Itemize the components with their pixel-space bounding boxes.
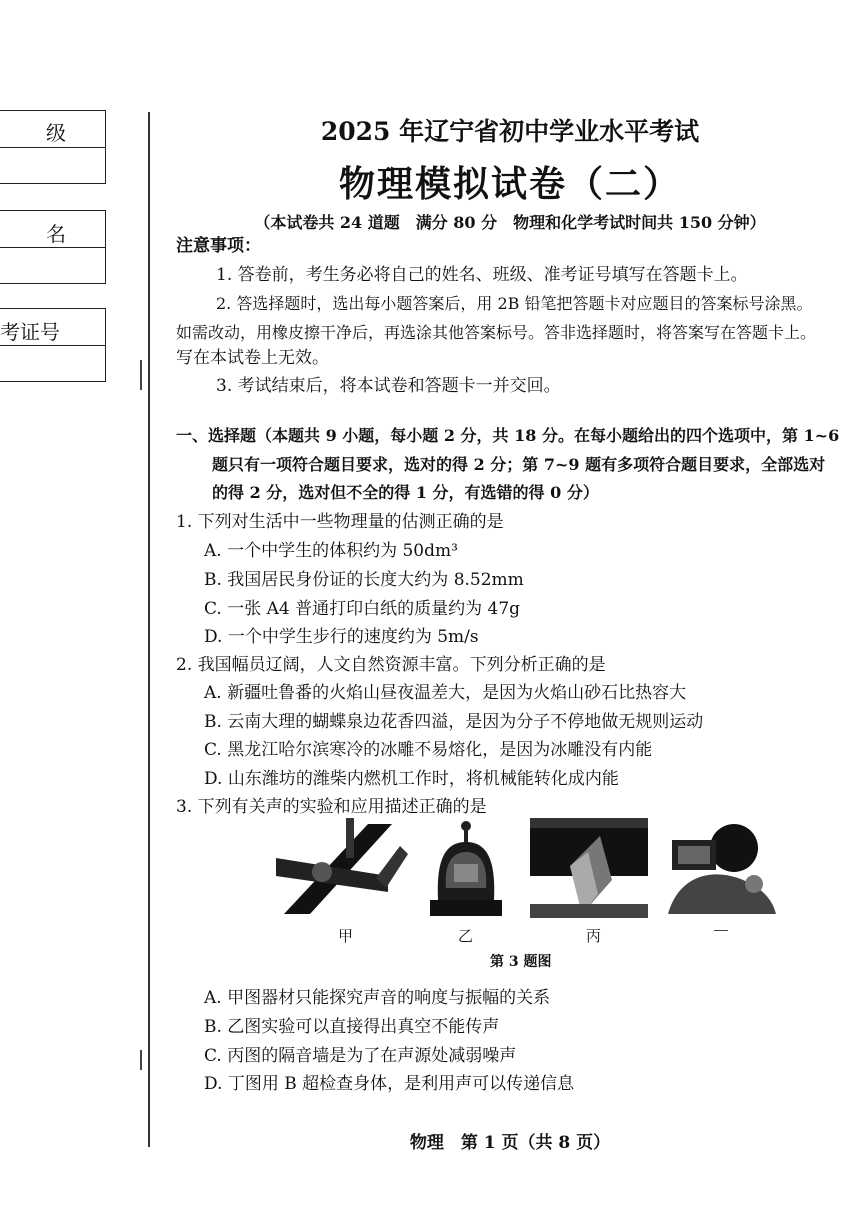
- q2-option-c: C. 黑龙江哈尔滨寒冷的冰雕不易熔化，是因为冰雕没有内能: [204, 740, 653, 760]
- q3-figure-jia: [276, 818, 412, 918]
- q1-option-b: B. 我国居民身份证的长度大约为 8.52mm: [204, 570, 524, 590]
- q2-stem: 2. 我国幅员辽阔，人文自然资源丰富。下列分析正确的是: [176, 655, 606, 675]
- q3-figure-label-bing: 丙: [586, 927, 602, 945]
- q3-figure-label-ding-mark: [714, 930, 728, 931]
- section-heading-line-3: 的得 2 分，选对但不全的得 1 分，有选错的得 0 分）: [212, 483, 599, 502]
- section-heading-line-2: 题只有一项符合题目要求，选对的得 2 分；第 7~9 题有多项符合题目要求，全部选对: [212, 455, 826, 474]
- notice-item-2-line-3: 写在本试卷上无效。: [176, 348, 329, 368]
- q3-stem: 3. 下列有关声的实验和应用描述正确的是: [176, 797, 487, 817]
- binding-tick: [140, 1050, 142, 1070]
- q3-option-c: C. 丙图的隔音墙是为了在声源处减弱噪声: [204, 1046, 517, 1066]
- notice-item-2-line-1: 2. 答选择题时，选出每小题答案后，用 2B 铅笔把答题卡对应题目的答案标号涂黑。: [216, 294, 813, 313]
- q1-stem: 1. 下列对生活中一些物理量的估测正确的是: [176, 512, 504, 532]
- q2-option-b: B. 云南大理的蝴蝶泉边花香四溢，是因为分子不停地做无规则运动: [204, 712, 704, 732]
- binding-line: [148, 112, 150, 1147]
- exam-subtitle: 物理模拟试卷（二）: [338, 163, 681, 205]
- notice-item-3: 3. 考试结束后，将本试卷和答题卡一并交回。: [216, 376, 561, 396]
- q1-option-a: A. 一个中学生的体积约为 50dm³: [204, 541, 458, 561]
- q3-option-b: B. 乙图实验可以直接得出真空不能传声: [204, 1017, 500, 1037]
- q3-option-a: A. 甲图器材只能探究声音的响度与振幅的关系: [204, 988, 551, 1008]
- q3-option-d: D. 丁图用 B 超检查身体，是利用声可以传递信息: [204, 1074, 575, 1094]
- q1-option-c: C. 一张 A4 普通打印白纸的质量约为 47g: [204, 599, 521, 619]
- exam-id-field-label: 考证号: [0, 320, 60, 344]
- notice-item-1: 1. 答卷前，考生务必将自己的姓名、班级、准考证号填写在答题卡上。: [216, 265, 748, 285]
- exam-note: （本试卷共 24 道题 满分 80 分 物理和化学考试时间共 150 分钟）: [254, 213, 766, 232]
- section-heading-line-1: 一、选择题（本题共 9 小题，每小题 2 分，共 18 分。在每小题给出的四个选项中，第 1~6: [176, 426, 840, 445]
- exam-title: 2025 年辽宁省初中学业水平考试: [320, 117, 700, 146]
- notice-item-2-line-2: 如需改动，用橡皮擦干净后，再选涂其他答案标号。答非选择题时，将答案写在答题卡上。: [176, 323, 817, 342]
- notice-heading: 注意事项：: [176, 236, 261, 256]
- q3-figure-label-yi: 乙: [458, 927, 474, 945]
- q3-figure-ding: [668, 818, 776, 918]
- page-footer: 物理 第 1 页（共 8 页）: [409, 1133, 611, 1153]
- q3-figure-yi: [430, 818, 502, 918]
- q3-figure-label-jia: 甲: [338, 927, 354, 945]
- q2-option-d: D. 山东潍坊的潍柴内燃机工作时，将机械能转化成内能: [204, 769, 619, 789]
- q2-option-a: A. 新疆吐鲁番的火焰山昼夜温差大，是因为火焰山砂石比热容大: [204, 683, 687, 703]
- q1-option-d: D. 一个中学生步行的速度约为 5m/s: [204, 627, 479, 647]
- class-field-label: 级: [46, 121, 66, 145]
- name-field-label: 名: [46, 222, 66, 246]
- q3-figure-caption: 第 3 题图: [490, 954, 552, 970]
- q3-figure-bing: [530, 818, 648, 918]
- binding-tick: [140, 360, 142, 390]
